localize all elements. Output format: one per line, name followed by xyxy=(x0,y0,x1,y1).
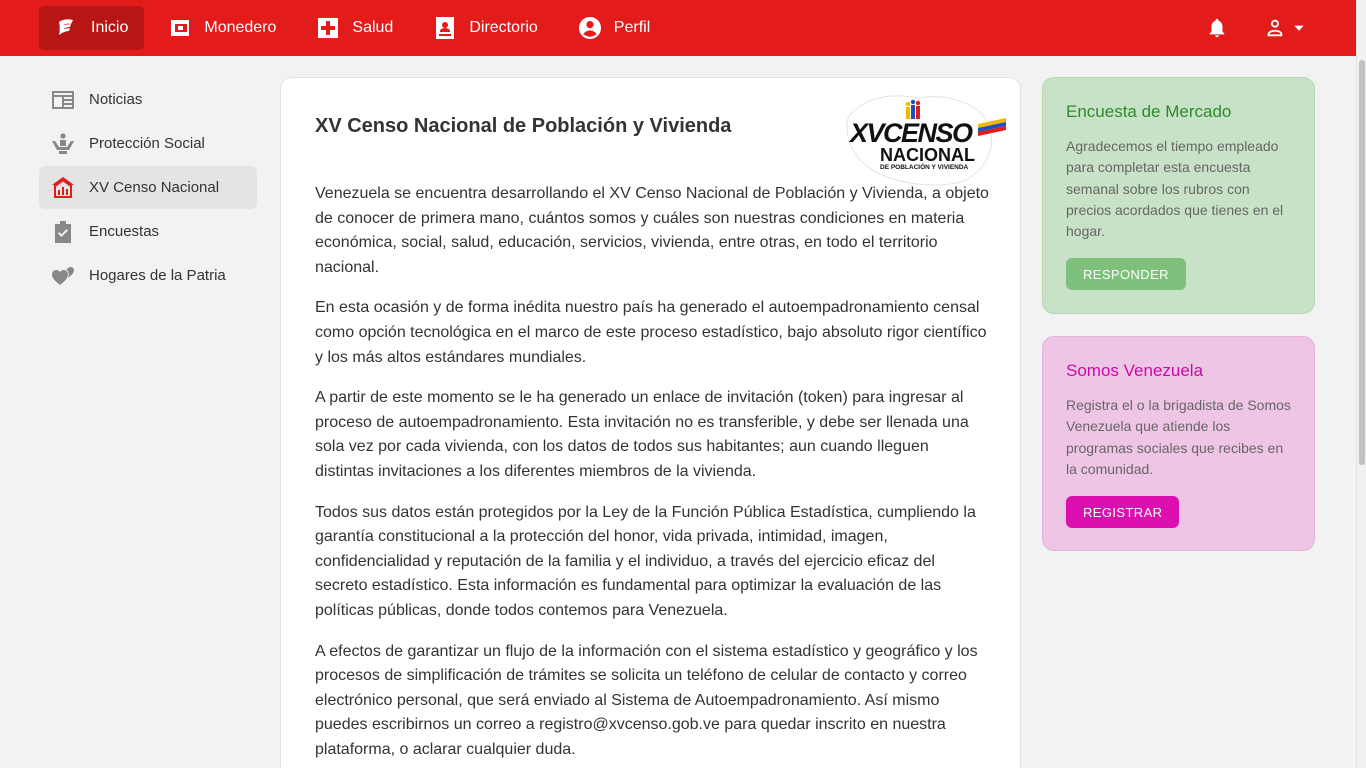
newspaper-icon xyxy=(51,88,75,112)
hearts-icon xyxy=(51,264,75,288)
nav-directorio[interactable] xyxy=(417,6,553,50)
top-navbar xyxy=(0,0,1356,56)
sidebar xyxy=(39,78,257,298)
nav-label: Perfil xyxy=(613,19,651,36)
logo-line-1: XVCENSO xyxy=(850,118,972,148)
chevron-down-icon xyxy=(1292,21,1306,35)
article-body xyxy=(315,182,991,762)
nav-label: Inicio xyxy=(91,19,129,36)
health-cross-icon xyxy=(316,16,340,40)
nav-perfil[interactable] xyxy=(562,6,666,50)
sidebar-item-label: Noticias xyxy=(89,91,143,108)
nav-label: Monedero xyxy=(204,19,277,36)
register-button[interactable]: REGISTRAR xyxy=(1066,496,1179,528)
census-chart-icon xyxy=(51,176,75,200)
nav-monedero[interactable] xyxy=(152,6,292,50)
article-paragraph: En esta ocasión y de forma inédita nuestro país ha generado el autoempadronamiento censal como opción tecnológica en el marco de este proceso estadístico, bajo absoluto rigor científico y los más altos estándares mundiales. xyxy=(315,299,987,366)
scrollbar-thumb[interactable] xyxy=(1359,60,1365,465)
profile-icon xyxy=(578,16,602,40)
user-icon xyxy=(1264,17,1286,39)
nav-label: Directorio xyxy=(469,19,538,36)
article-paragraph: Todos sus datos están protegidos por la Ley de la Función Pública Estadística, cumpliendo la garantía constitucional a la protección del honor, vida privada, intimidad, imagen, confidencialidad y reputación de la familia y el individuo, a través del ejercicio eficaz del secreto estadístico. Esta información es fundamental para optimizar la evaluación de las políticas públicas, donde todos contemos para Venezuela. xyxy=(315,503,976,619)
notifications-button[interactable] xyxy=(1206,16,1228,40)
sidebar-item-noticias[interactable] xyxy=(39,78,257,121)
nav-inicio[interactable] xyxy=(39,6,144,50)
article-paragraph: A partir de este momento se le ha generado un enlace de invitación (token) para ingresar al proceso de autoempadronamiento. Esta invitación no es transferible, y debe ser llenada una sola vez por cada vivienda, con los datos de todos sus habitantes; aun cuando lleguen distintas invitaciones a los diferentes miembros de la vivienda. xyxy=(315,389,969,480)
logo-line-3: DE POBLACIÓN Y VIVIENDA xyxy=(880,164,969,171)
survey-card-text: Agradecemos el tiempo empleado para completar esta encuesta semanal sobre los rubros con precios acordados que tienes en el hogar. xyxy=(1066,138,1284,240)
sidebar-item-label: Hogares de la Patria xyxy=(89,267,226,284)
sidebar-item-label: XV Censo Nacional xyxy=(89,179,220,196)
nav-label: Salud xyxy=(352,19,394,36)
main-content-card xyxy=(280,77,1021,768)
article-paragraph: Venezuela se encuentra desarrollando el XV Censo Nacional de Población y Vivienda, a objeto de conocer de primera mano, cuántos somos y cuáles son nuestras condiciones en materia económica, social, salud, educación, servicios, vivienda, entre otras, en todo el territorio nacional. xyxy=(315,185,989,276)
somos-card-title: Somos Venezuela xyxy=(1066,361,1204,380)
contacts-icon xyxy=(433,16,457,40)
clipboard-check-icon xyxy=(51,220,75,244)
account-menu-button[interactable] xyxy=(1264,17,1306,39)
top-actions xyxy=(1170,0,1306,56)
sidebar-item-xv-censo[interactable] xyxy=(39,166,257,209)
censo-logo xyxy=(838,88,1008,188)
nav-salud[interactable] xyxy=(300,6,409,50)
sidebar-item-proteccion-social[interactable] xyxy=(39,122,257,165)
logo-line-2: NACIONAL xyxy=(880,145,975,165)
flag-ribbon-icon xyxy=(978,118,1006,136)
survey-card-title: Encuesta de Mercado xyxy=(1066,102,1232,121)
page-title: XV Censo Nacional de Población y Vivienda xyxy=(315,115,732,137)
sidebar-item-label: Protección Social xyxy=(89,135,205,152)
sidebar-item-hogares[interactable] xyxy=(39,254,257,297)
article-paragraph: A efectos de garantizar un flujo de la información con el sistema estadístico y geográfico y los procesos de simplificación de trámites se solicita un teléfono de celular de contacto y correo electrónico personal, que será enviado al Sistema de Autoempadronamiento. Así mismo puedes escribirnos un correo a registro@xvcenso.gob.ve para quedar inscrito en nuestra plataforma, o aclarar cualquier duda. xyxy=(315,642,978,758)
sidebar-item-encuestas[interactable] xyxy=(39,210,257,253)
people-figures-icon xyxy=(906,100,920,119)
home-logo-icon xyxy=(55,16,79,40)
somos-venezuela-card xyxy=(1042,336,1315,551)
page-scrollbar[interactable] xyxy=(1356,0,1366,768)
bell-icon xyxy=(1206,16,1228,40)
sidebar-item-label: Encuestas xyxy=(89,223,160,240)
social-protection-icon xyxy=(51,132,75,156)
somos-card-text: Registra el o la brigadista de Somos Venezuela que atiende los programas sociales que recibes en la comunidad. xyxy=(1066,397,1291,477)
survey-card xyxy=(1042,77,1315,314)
respond-button[interactable]: RESPONDER xyxy=(1066,258,1186,290)
wallet-icon xyxy=(168,16,192,40)
